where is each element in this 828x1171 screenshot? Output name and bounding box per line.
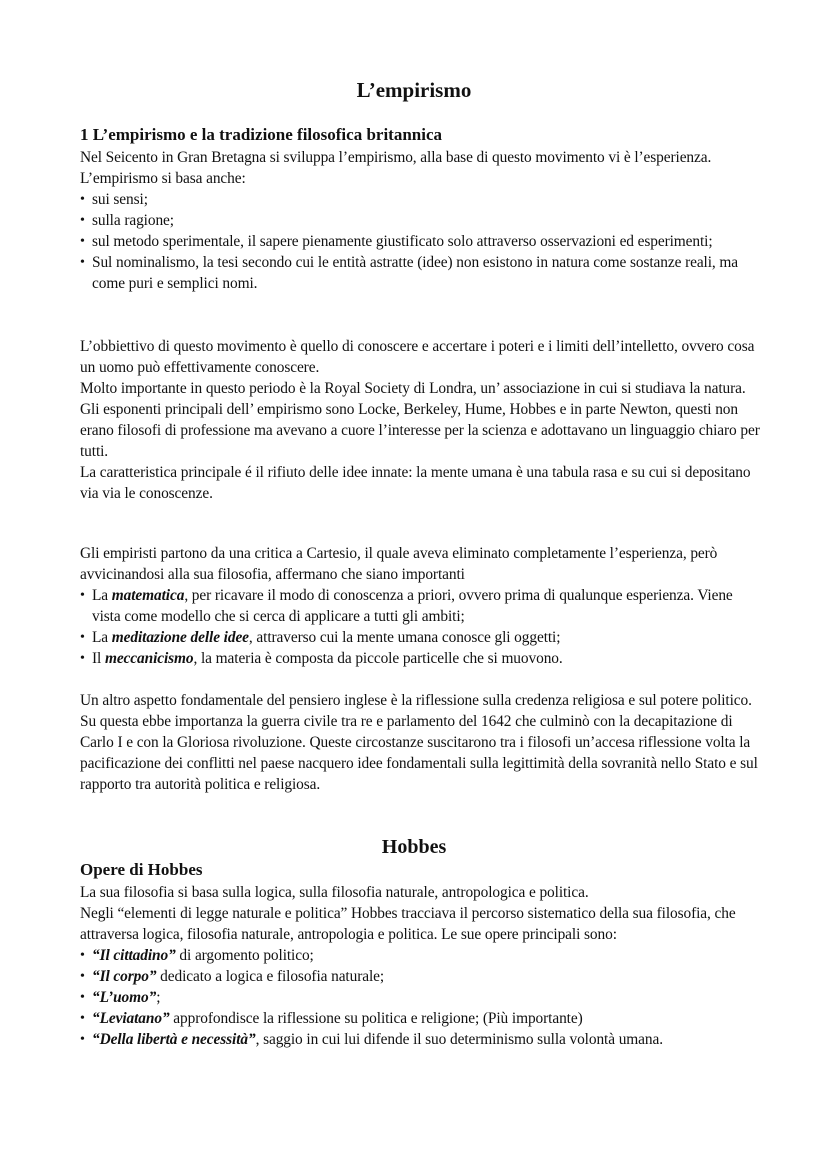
work-title: “Leviatano” bbox=[92, 1010, 170, 1027]
paragraph-hobbes-elementi: Negli “elementi di legge naturale e politica” Hobbes tracciava il percorso sistematico della sua filosofia, che attraversa logica, filosofia naturale, antropologia e politica. Le sue opere principali sono: bbox=[80, 905, 736, 943]
paragraph-politica: Un altro aspetto fondamentale del pensiero inglese è la riflessione sulla credenza religiosa e sul potere politico. Su questa ebbe importanza la guerra civile tra re e parlamento del 1642 che culminò con la decapitazione di Carlo I e con la Gloriosa rivoluzione. Queste circostanze suscitarono tra i filosofi un’accesa riflessione volta la pacificazione dei conflitti nel paese nacquero idee fondamentali sulla legittimità della sovranità nello Stato e sul rapporto tra autorità politica e religiosa. bbox=[80, 692, 758, 793]
list-item: • sul metodo sperimentale, il sapere pienamente giustificato solo attraverso osservazioni ed esperimenti; bbox=[80, 231, 760, 252]
paragraph-esponenti: Gli esponenti principali dell’ empirismo sono Locke, Berkeley, Hume, Hobbes e in parte Newton, questi non erano filosofi di professione ma avevano a cuore l’interesse per la scienza e adottavano un linguaggio chiaro per tutti. bbox=[80, 401, 760, 460]
paragraph-royal-society: Molto importante in questo periodo è la Royal Society di Londra, un’ associazione in cui si studiava la natura. bbox=[80, 380, 746, 397]
paragraph-idee-innate: La caratteristica principale é il rifiuto delle idee innate: la mente umana è una tabula rasa e su cui si depositano via via le conoscenze. bbox=[80, 464, 751, 502]
list-item: • “Il corpo” dedicato a logica e filosofia naturale; bbox=[80, 966, 760, 987]
work-title: “Il corpo” bbox=[92, 968, 157, 985]
list-item: • sui sensi; bbox=[80, 189, 760, 210]
section-heading-empirismo: 1 L’empirismo e la tradizione filosofica britannica bbox=[80, 125, 443, 144]
emphasis: meccanicismo bbox=[104, 650, 194, 667]
paragraph-cartesio: Gli empiristi partono da una critica a Cartesio, il quale aveva eliminato completamente l’esperienza, però avvicinandosi alla sua filosofia, affermano che siano importanti bbox=[80, 545, 718, 583]
list-item: • “L’uomo”; bbox=[80, 987, 760, 1008]
work-title: “Il cittadino” bbox=[92, 947, 176, 964]
work-title: “Della libertà e necessità” bbox=[92, 1031, 256, 1048]
list-item: • La matematica, per ricavare il modo di conoscenza a priori, ovvero prima di qualunque esperienza. Viene vista come modello che si cerca di applicare a tutti gli ambiti; bbox=[80, 585, 760, 627]
emphasis: matematica bbox=[111, 587, 185, 604]
intro-paragraph: Nel Seicento in Gran Bretagna si sviluppa l’empirismo, alla base di questo movimento vi è l’esperienza. L’empirismo si basa anche: bbox=[80, 149, 712, 187]
list-item: • Sul nominalismo, la tesi secondo cui le entità astratte (idee) non esistono in natura come sostanze reali, ma come puri e semplici nomi. bbox=[80, 252, 760, 294]
empirismo-bases-list bbox=[80, 189, 760, 294]
work-title: “L’uomo” bbox=[92, 989, 157, 1006]
section1-intro-block bbox=[80, 147, 760, 294]
list-item: • La meditazione delle idee, attraverso cui la mente umana conosce gli oggetti; bbox=[80, 627, 760, 648]
paragraph-hobbes-filosofia: La sua filosofia si basa sulla logica, sulla filosofia naturale, antropologica e politica. bbox=[80, 884, 589, 901]
hobbes-works-list bbox=[80, 945, 760, 1050]
section1-paragraphs bbox=[80, 336, 760, 504]
page-title: L’empirismo bbox=[356, 78, 472, 102]
list-item: • “Della libertà e necessità”, saggio in cui lui difende il suo determinismo sulla volontà umana. bbox=[80, 1029, 760, 1050]
list-item: • sulla ragione; bbox=[80, 210, 760, 231]
emphasis: meditazione delle idee bbox=[111, 629, 249, 646]
cartesio-points-list bbox=[80, 585, 760, 669]
list-item: • Il meccanicismo, la materia è composta da piccole particelle che si muovono. bbox=[80, 648, 760, 669]
subheading-opere: Opere di Hobbes bbox=[80, 860, 203, 879]
paragraph-obiettivo: L’obbiettivo di questo movimento è quello di conoscere e accertare i poteri e i limiti dell’intelletto, ovvero cosa un uomo può effettivamente conoscere. bbox=[80, 338, 755, 376]
hobbes-block bbox=[80, 882, 760, 1050]
list-item: • “Leviatano” approfondisce la riflessione su politica e religione; (Più importante) bbox=[80, 1008, 760, 1029]
list-item: • “Il cittadino” di argomento politico; bbox=[80, 945, 760, 966]
section-heading-hobbes: Hobbes bbox=[381, 836, 447, 858]
politics-block bbox=[80, 690, 760, 795]
cartesio-block bbox=[80, 543, 760, 669]
